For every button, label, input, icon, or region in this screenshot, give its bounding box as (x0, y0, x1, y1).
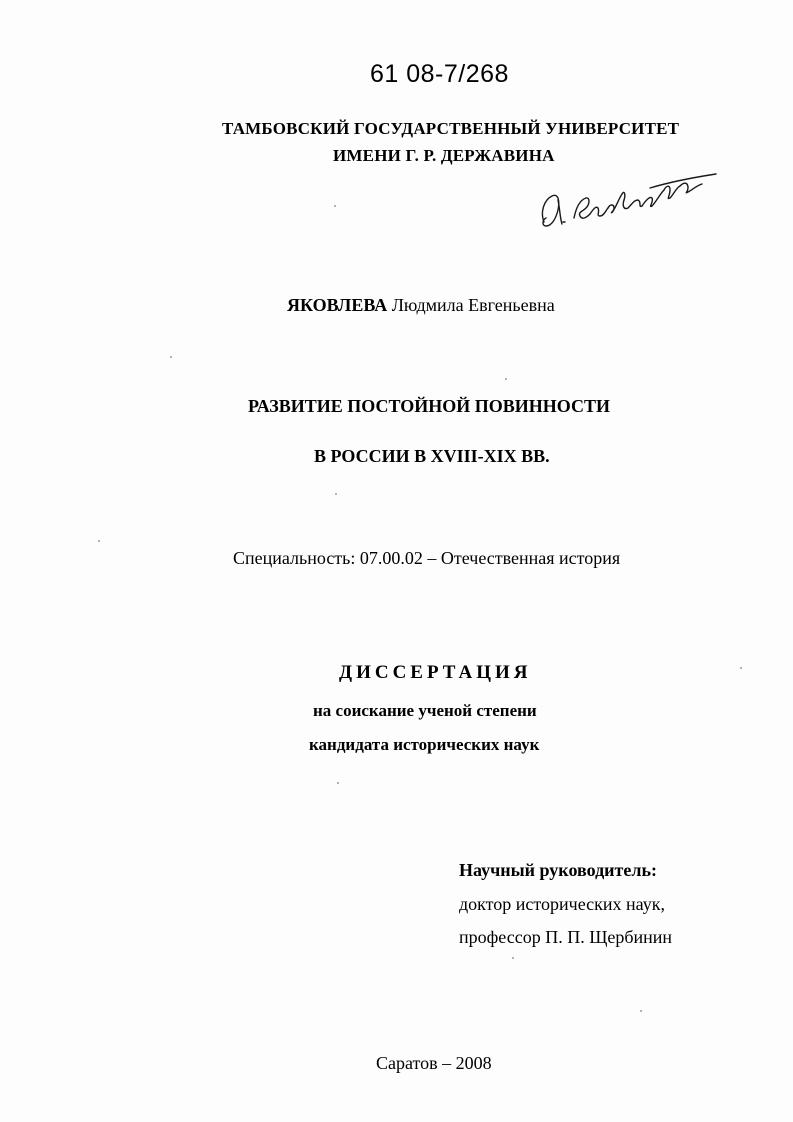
scan-speck (334, 205, 336, 207)
specialty: Специальность: 07.00.02 – Отечественная история (233, 548, 621, 568)
scan-speck (512, 957, 514, 959)
scan-speck (505, 378, 507, 380)
scan-speck (337, 782, 339, 784)
handwritten-signature (530, 160, 720, 240)
scan-speck (640, 1010, 642, 1012)
dissertation-title-line2: В РОССИИ В XVIII-XIX ВВ. (314, 446, 550, 466)
advisor-name: профессор П. П. Щербинин (459, 927, 673, 947)
dissertation-heading: ДИССЕРТАЦИЯ (339, 662, 532, 683)
degree-line2: кандидата исторических наук (309, 735, 540, 754)
university-name-line2: ИМЕНИ Г. Р. ДЕРЖАВИНА (333, 146, 555, 165)
author-name (287, 295, 555, 316)
scan-speck (335, 493, 337, 495)
author-surname: ЯКОВЛЕВА (287, 295, 388, 315)
dissertation-title-line1: РАЗВИТИЕ ПОСТОЙНОЙ ПОВИННОСТИ (248, 396, 610, 416)
scan-speck (98, 540, 100, 542)
degree-line1: на соискание ученой степени (313, 701, 537, 720)
university-name-line1: ТАМБОВСКИЙ ГОСУДАРСТВЕННЫЙ УНИВЕРСИТЕТ (222, 119, 680, 138)
scan-speck (740, 667, 742, 669)
catalog-number: 61 08-7/268 (370, 60, 509, 88)
advisor-degree: доктор исторических наук, (459, 894, 665, 914)
city-year: Саратов – 2008 (376, 1053, 492, 1073)
scan-speck (170, 356, 172, 358)
author-given-names: Людмила Евгеньевна (391, 295, 555, 315)
advisor-label: Научный руководитель: (459, 860, 657, 880)
